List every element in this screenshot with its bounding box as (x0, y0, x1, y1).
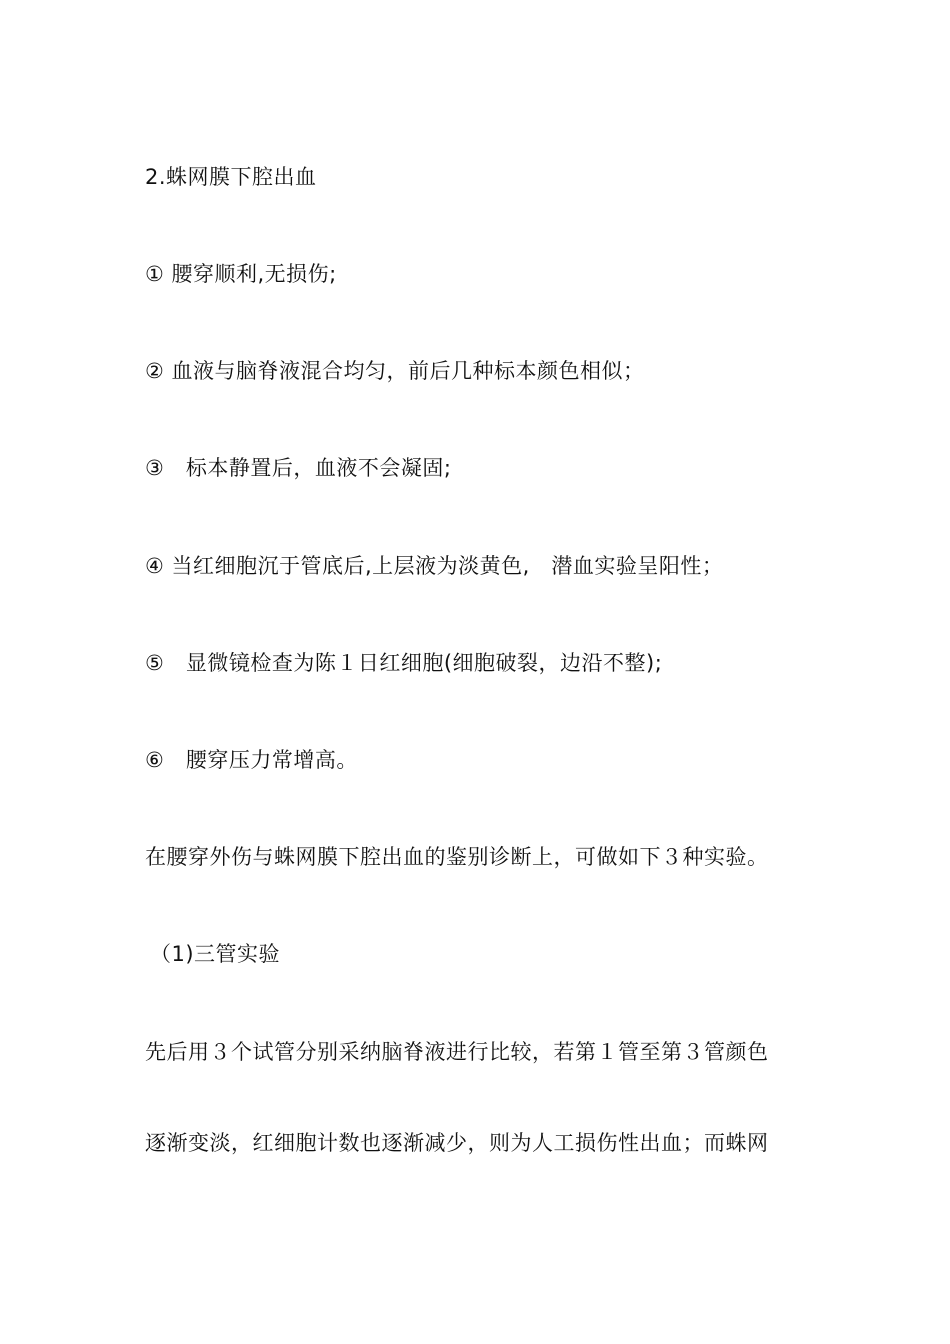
list-item: ① 腰穿顺利,无损伤; (145, 262, 337, 286)
section-heading: 2.蛛网膜下腔出血 (145, 165, 317, 189)
list-item: ③ 标本静置后，血液不会凝固; (145, 456, 452, 480)
list-item: ⑤ 显微镜检查为陈１日红细胞(细胞破裂，边沿不整); (145, 651, 663, 675)
body-text-line: 先后用３个试管分别采纳脑脊液进行比较，若第１管至第３管颜色 (145, 1040, 769, 1064)
subsection-heading: （1)三管实验 (150, 942, 281, 966)
list-item: ⑥ 腰穿压力常增高。 (145, 748, 358, 772)
list-item: ② 血液与脑脊液混合均匀，前后几种标本颜色相似； (145, 359, 645, 383)
paragraph-text: 在腰穿外伤与蛛网膜下腔出血的鉴别诊断上，可做如下３种实验。 (145, 845, 769, 869)
list-item: ④ 当红细胞沉于管底后,上层液为淡黄色, 潜血实验呈阳性； (145, 554, 724, 578)
body-text-line: 逐渐变淡，红细胞计数也逐渐减少，则为人工损伤性出血；而蛛网 (145, 1131, 769, 1155)
